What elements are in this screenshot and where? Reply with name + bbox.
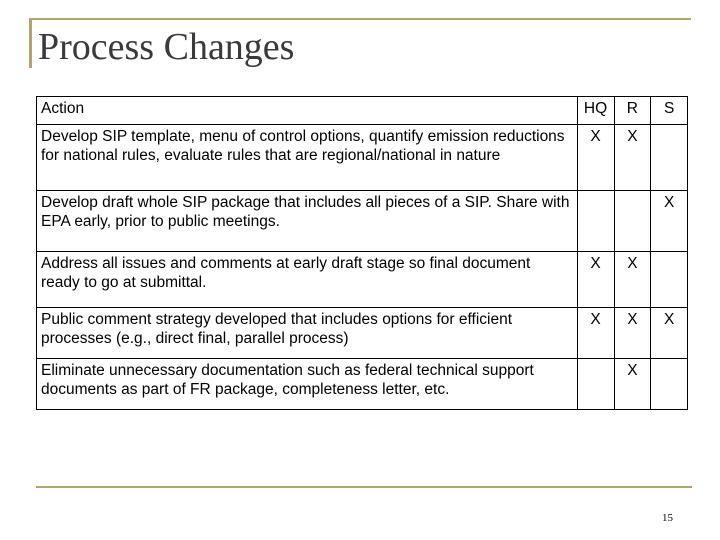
table-row	[37, 359, 688, 410]
row-r-cell: X	[614, 308, 651, 359]
footer-rule	[36, 486, 692, 488]
row-hq-cell: X	[577, 308, 614, 359]
row-action-cell: Develop draft whole SIP package that includes all pieces of a SIP. Share with EPA early, prior to public meetings.	[37, 191, 578, 252]
title-accent-vertical-rule	[29, 18, 32, 68]
header-action: Action	[37, 97, 578, 125]
slide-title: Process Changes	[38, 26, 295, 68]
header-r: R	[614, 97, 651, 125]
row-s-cell: X	[651, 308, 688, 359]
row-hq-cell: X	[577, 252, 614, 308]
row-s-cell	[651, 252, 688, 308]
row-r-cell: X	[614, 125, 651, 191]
row-r-cell: X	[614, 252, 651, 308]
row-hq-cell: X	[577, 125, 614, 191]
row-action-cell: Public comment strategy developed that includes options for efficient processes (e.g., direct final, parallel process)	[37, 308, 578, 359]
row-r-cell: X	[614, 359, 651, 410]
row-s-cell	[651, 125, 688, 191]
table-row	[37, 308, 688, 359]
header-s: S	[651, 97, 688, 125]
row-hq-cell	[577, 359, 614, 410]
table-header-row	[37, 97, 688, 125]
header-hq: HQ	[577, 97, 614, 125]
row-action-cell: Develop SIP template, menu of control options, quantify emission reductions for national rules, evaluate rules that are regional/national in nature	[37, 125, 578, 191]
row-s-cell	[651, 359, 688, 410]
table-row	[37, 191, 688, 252]
page-number: 15	[662, 512, 673, 524]
table-row	[37, 125, 688, 191]
row-action-cell: Address all issues and comments at early draft stage so final document ready to go at submittal.	[37, 252, 578, 308]
process-changes-table	[36, 96, 688, 410]
title-accent-horizontal-rule	[29, 18, 691, 20]
row-r-cell	[614, 191, 651, 252]
row-action-cell: Eliminate unnecessary documentation such as federal technical support documents as part of FR package, completeness letter, etc.	[37, 359, 578, 410]
row-s-cell: X	[651, 191, 688, 252]
table-row	[37, 252, 688, 308]
row-hq-cell	[577, 191, 614, 252]
